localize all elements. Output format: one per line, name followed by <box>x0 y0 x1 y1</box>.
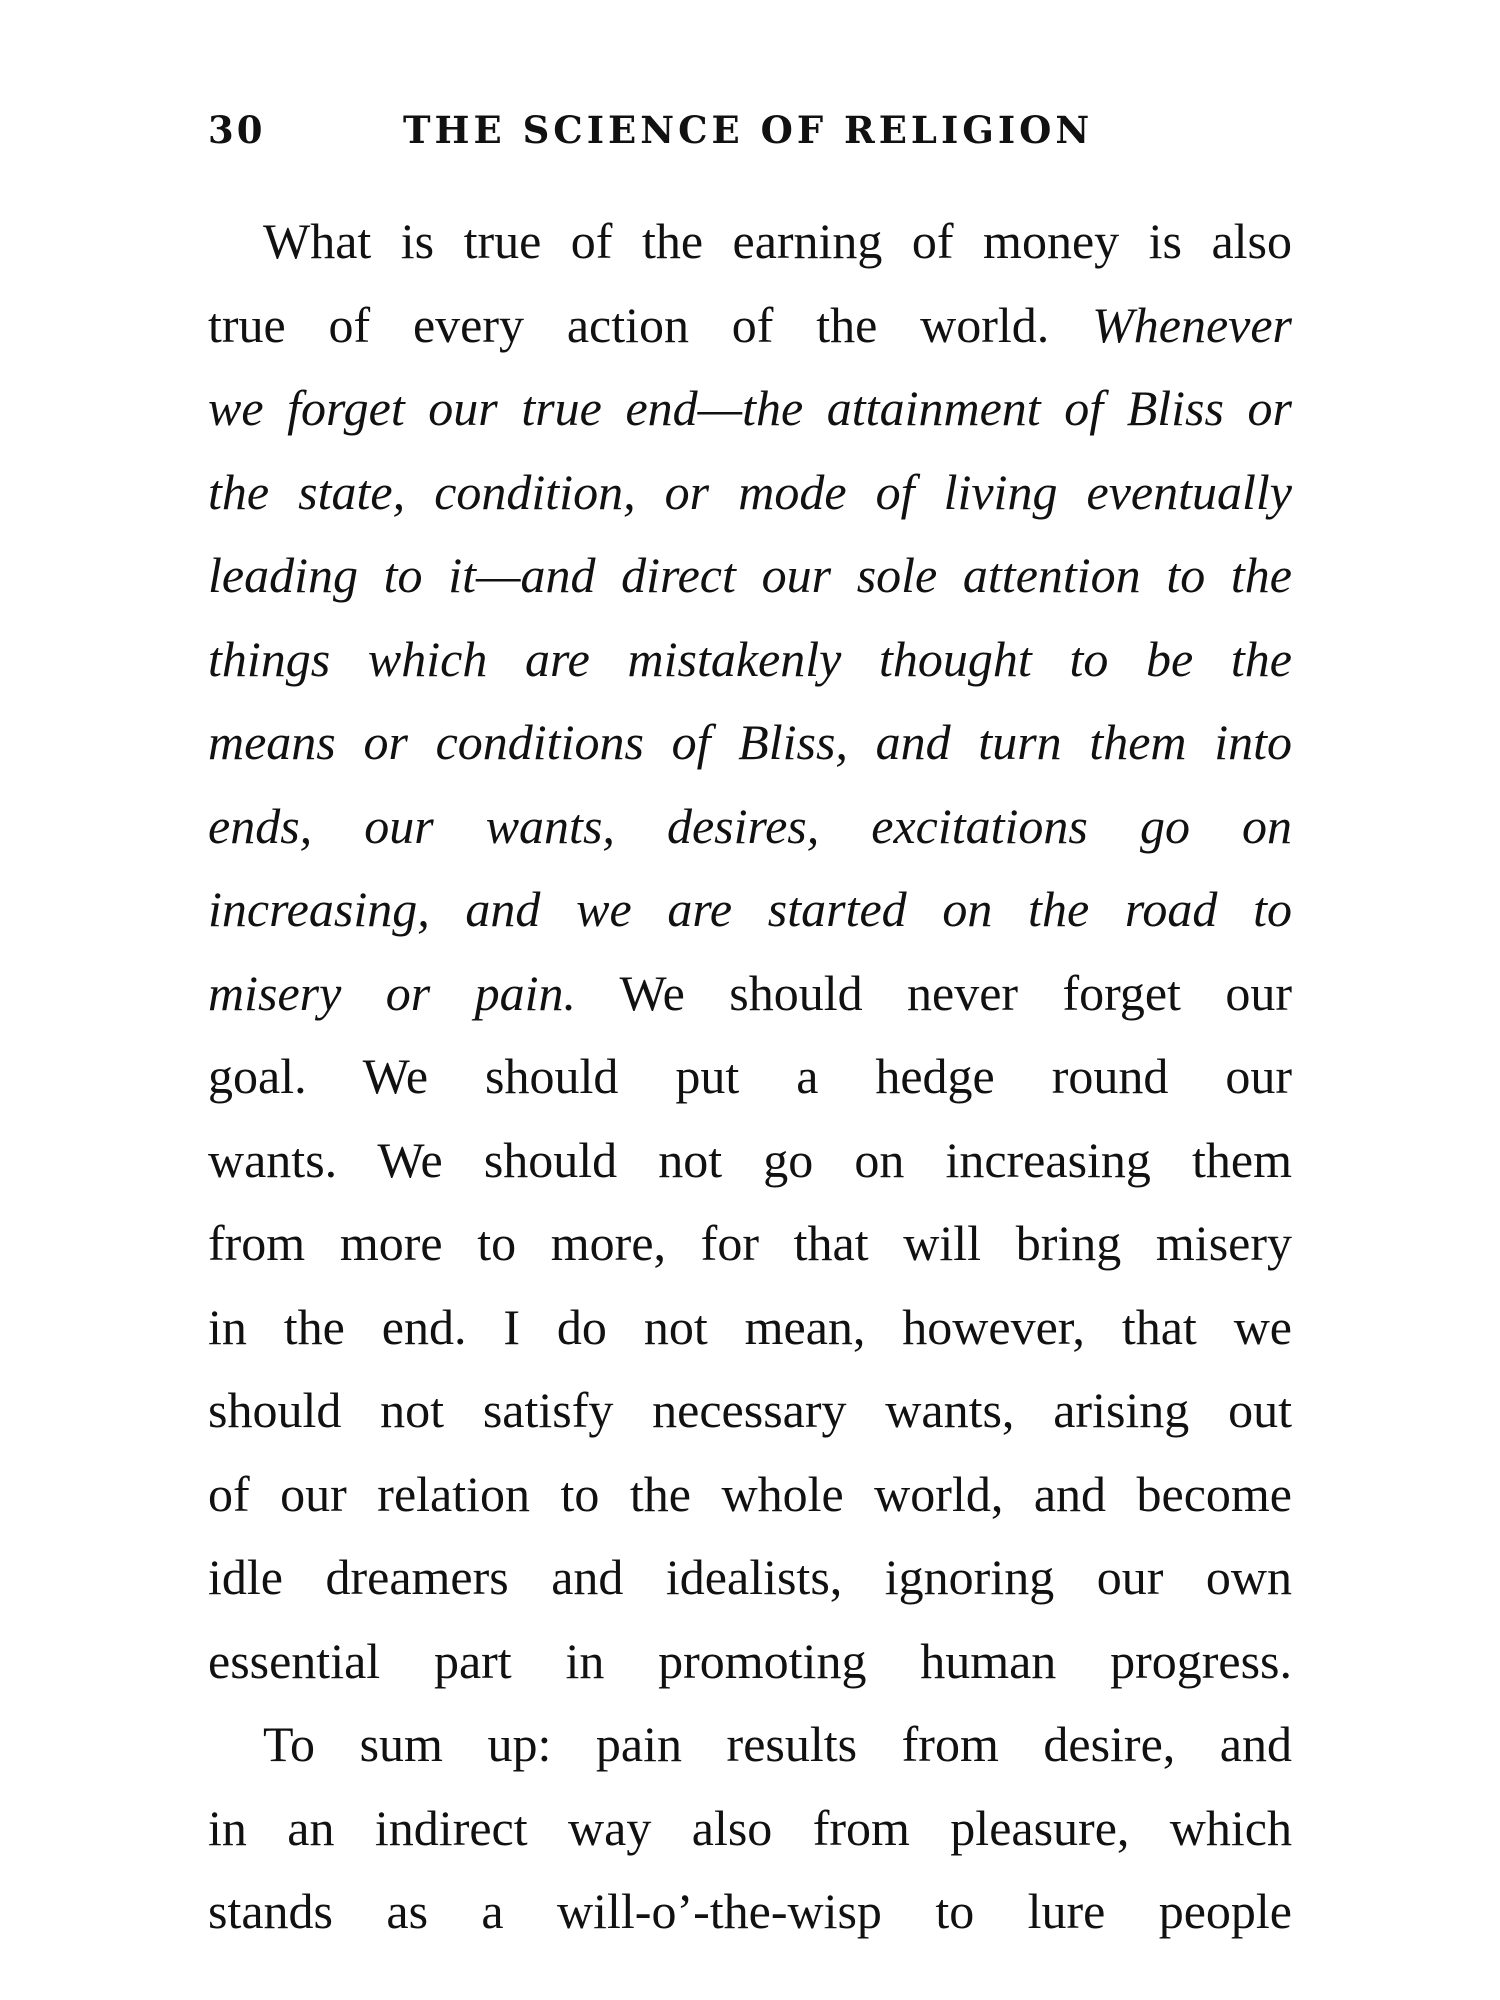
page-number: 30 <box>208 108 266 152</box>
text-line <box>208 367 1292 451</box>
italic-span: misery or pain. <box>208 964 576 1021</box>
paragraph-1 <box>208 200 1292 1703</box>
text-line <box>208 1369 1292 1453</box>
text-span: wants. We should not go on increasing them <box>208 1131 1292 1188</box>
text-line <box>208 451 1292 535</box>
text-line <box>208 1286 1292 1370</box>
paragraph-2 <box>208 1703 1292 1954</box>
text-span: To sum up: pain results from desire, and <box>263 1716 1292 1772</box>
text-line <box>208 785 1292 869</box>
text-span: in the end. I do not mean, however, that we <box>208 1298 1292 1355</box>
running-title: THE SCIENCE OF RELIGION <box>403 108 1094 152</box>
text-span: from more to more, for that will bring misery <box>208 1215 1292 1271</box>
text-span: true of every action of the world. <box>208 296 1093 353</box>
text-span: in an indirect way also from pleasure, which <box>208 1799 1292 1856</box>
text-line <box>208 1453 1292 1537</box>
running-head <box>208 100 1292 160</box>
italic-span: ends, our wants, desires, excitations go on <box>208 797 1292 854</box>
text-line <box>208 534 1292 618</box>
italic-span: Whenever <box>1092 296 1292 353</box>
text-line <box>208 1620 1292 1704</box>
text-line <box>208 1787 1292 1871</box>
text-line <box>208 1703 1292 1787</box>
italic-span: things which are mistakenly thought to be the <box>208 630 1292 687</box>
italic-span: increasing, and we are started on the road to <box>208 881 1292 937</box>
text-span: essential part in promoting human progress. <box>208 1632 1292 1689</box>
text-line <box>208 868 1292 952</box>
italic-span: means or conditions of Bliss, and turn them into <box>208 714 1292 770</box>
text-line <box>208 1202 1292 1286</box>
italic-span: the state, condition, or mode of living eventually <box>208 463 1292 520</box>
text-span: of our relation to the whole world, and become <box>208 1465 1292 1522</box>
text-line <box>208 200 1292 284</box>
text-span: What is true of the earning of money is also <box>263 213 1292 269</box>
text-line <box>208 618 1292 702</box>
text-line <box>208 952 1292 1036</box>
text-line <box>208 701 1292 785</box>
text-span: should not satisfy necessary wants, arising out <box>208 1382 1292 1438</box>
text-span: idle dreamers and idealists, ignoring our own <box>208 1549 1292 1605</box>
italic-span: leading to it—and direct our sole attention to the <box>208 547 1292 603</box>
text-span: goal. We should put a hedge round our <box>208 1048 1292 1104</box>
text-line <box>208 1536 1292 1620</box>
text-line <box>208 284 1292 368</box>
text-span: stands as a will-o’-the-wisp to lure people <box>208 1883 1292 1939</box>
text-line <box>208 1035 1292 1119</box>
text-line <box>208 1119 1292 1203</box>
body-text <box>208 200 1292 1954</box>
text-line <box>208 1870 1292 1954</box>
italic-span: we forget our true end—the attainment of Bliss or <box>208 380 1292 436</box>
text-span: We should never forget our <box>575 964 1292 1021</box>
